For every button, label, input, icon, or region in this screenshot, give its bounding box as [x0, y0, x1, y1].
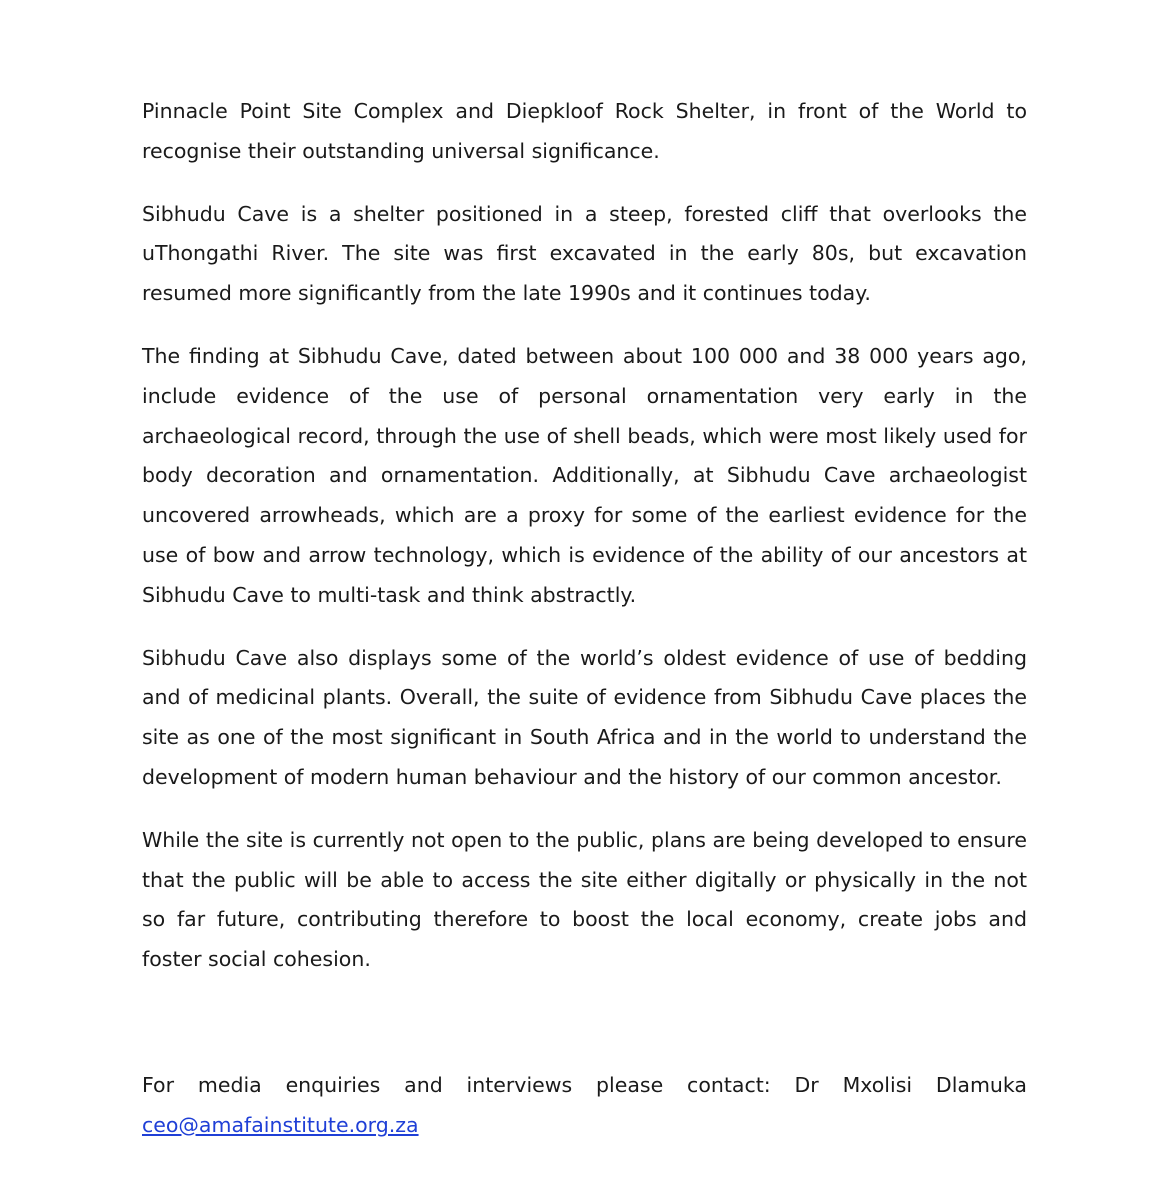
paragraph-findings: The finding at Sibhudu Cave, dated between about 100 000 and 38 000 years ago, include evidence of the use of personal ornamentation very early in the archaeological record, through the use of shell beads, which were most likely used for body decoration and ornamentation. Additionally, at Sibhudu Cave archaeologist uncovered arrowheads, which are a proxy for some of the earliest evidence for the use of bow and arrow technology, which is evidence of the ability of our ancestors at Sibhudu Cave to multi-task and think abstractly.	[142, 343, 1027, 607]
paragraph-world-heritage: Pinnacle Point Site Complex and Diepkloof Rock Shelter, in front of the World to recognise their outstanding universal significance.	[142, 99, 1027, 163]
media-contact	[142, 1066, 1027, 1146]
paragraph-significance: Sibhudu Cave also displays some of the world’s oldest evidence of use of bedding and of medicinal plants. Overall, the suite of evidence from Sibhudu Cave places the site as one of the most significant in South Africa and in the world to understand the development of modern human behaviour and the history of our common ancestor.	[142, 645, 1027, 789]
contact-email-link[interactable]: ceo@amafainstitute.org.za	[142, 1112, 419, 1137]
paragraph-public-access: While the site is currently not open to the public, plans are being developed to ensure that the public will be able to access the site either digitally or physically in the not so far future, contributing therefore to boost the local economy, create jobs and foster social cohesion.	[142, 827, 1027, 972]
paragraph-site-description: Sibhudu Cave is a shelter positioned in a steep, forested cliff that overlooks the uThongathi River. The site was first excavated in the early 80s, but excavation resumed more significantly from the late 1990s and it continues today.	[142, 201, 1027, 306]
media-contact-text: For media enquiries and interviews please contact: Dr Mxolisi Dlamuka	[142, 1072, 1027, 1097]
document-body	[142, 92, 1027, 1169]
